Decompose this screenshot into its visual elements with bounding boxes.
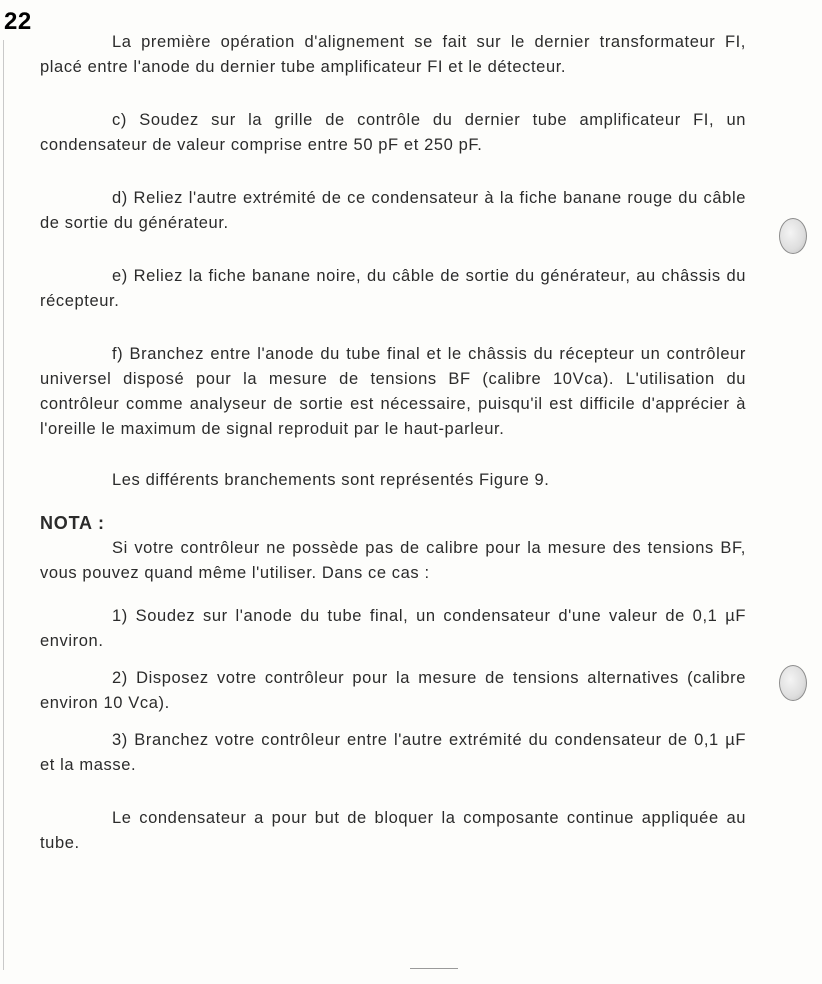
nota-step-1: 1) Soudez sur l'anode du tube final, un condensateur d'une valeur de 0,1 µF environ.	[40, 607, 746, 650]
nota-step-3: 3) Branchez votre contrôleur entre l'autre extrémité du condensateur de 0,1 µF et la masse.	[40, 731, 746, 774]
bottom-rule	[410, 968, 458, 969]
left-margin-rule	[3, 40, 4, 970]
paragraph-step-c: c) Soudez sur la grille de contrôle du dernier tube amplificateur FI, un condensateur de valeur comprise entre 50 pF et 250 pF.	[40, 111, 746, 154]
nota-conclusion: Le condensateur a pour but de bloquer la composante continue appliquée au tube.	[40, 809, 746, 852]
paragraph-step-e: e) Reliez la fiche banane noire, du câble de sortie du générateur, au châssis du récepteur.	[40, 267, 746, 310]
nota-heading: NOTA :	[40, 513, 105, 533]
paragraph-intro: La première opération d'alignement se fait sur le dernier transformateur FI, placé entre l'anode du dernier tube amplificateur FI et le détecteur.	[40, 33, 746, 76]
binder-hole-bottom	[779, 665, 807, 701]
page-number: 22	[4, 8, 32, 35]
nota-intro: Si votre contrôleur ne possède pas de calibre pour la mesure des tensions BF, vous pouvez quand même l'utiliser. Dans ce cas :	[40, 539, 746, 582]
nota-step-2: 2) Disposez votre contrôleur pour la mesure de tensions alternatives (calibre environ 10 Vca).	[40, 669, 746, 712]
page-content	[40, 30, 746, 856]
paragraph-branchements: Les différents branchements sont représentés Figure 9.	[112, 471, 550, 489]
binder-hole-top	[779, 218, 807, 254]
paragraph-step-d: d) Reliez l'autre extrémité de ce condensateur à la fiche banane rouge du câble de sortie du générateur.	[40, 189, 746, 232]
paragraph-step-f: f) Branchez entre l'anode du tube final et le châssis du récepteur un contrôleur universel disposé pour la mesure de tensions BF (calibre 10Vca). L'utilisation du contrôleur comme analyseur de sortie est nécessaire, puisqu'il est difficile d'apprécier à l'oreille le maximum de signal reproduit par le haut-parleur.	[40, 345, 746, 438]
